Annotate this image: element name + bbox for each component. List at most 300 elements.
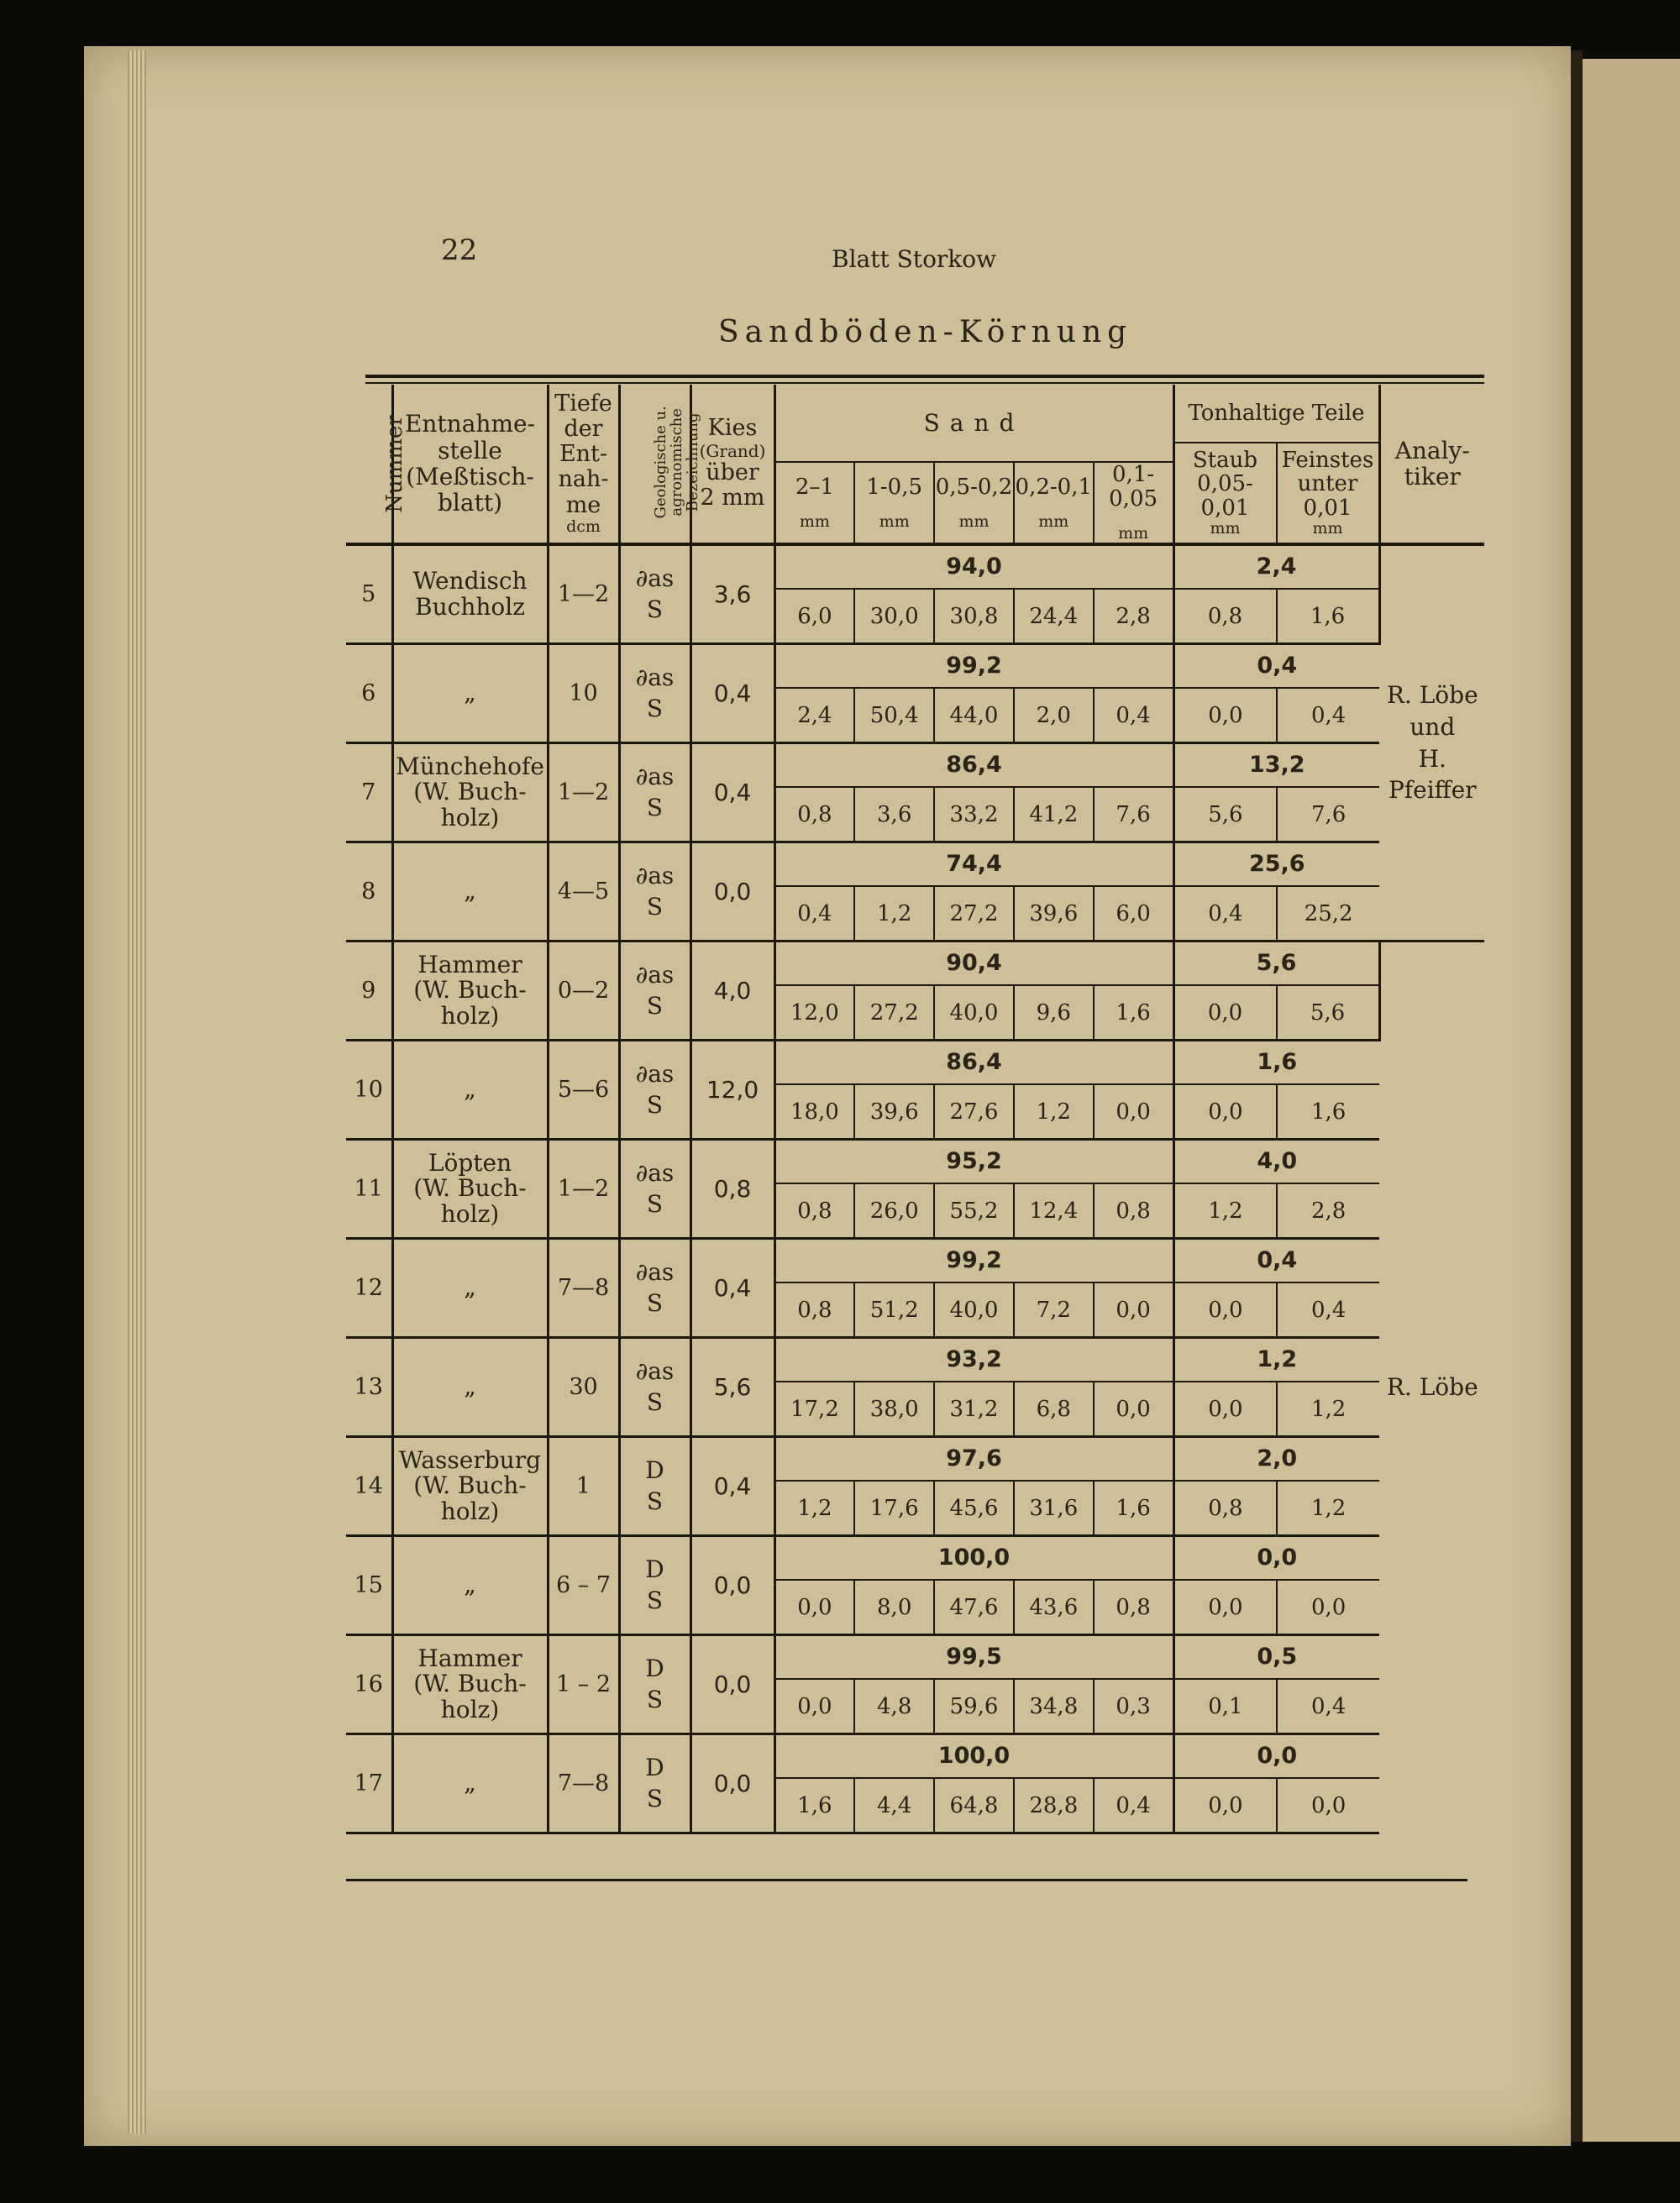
sand-total: 99,2 (776, 645, 1173, 689)
sand-total: 94,0 (776, 546, 1173, 590)
sand-fraction-value: 2,0 (1015, 689, 1095, 742)
sand-fraction-headers (776, 463, 1173, 543)
site-line: Wendisch (412, 567, 528, 595)
sand-fraction-value: 47,6 (935, 1581, 1015, 1634)
table-row (346, 1140, 1484, 1239)
site-line: Hammer (417, 951, 522, 979)
clay-fraction-value: 25,2 (1304, 900, 1353, 926)
designation-line: S (646, 1189, 664, 1218)
clay-stack (1175, 546, 1378, 643)
ton-fraction-headers (1175, 443, 1378, 543)
clay-stack (1175, 1240, 1380, 1336)
header-text-line: unter (1297, 471, 1358, 497)
clay-fraction-value: 1,6 (1310, 603, 1346, 629)
sand-fraction-value: 1,2 (855, 887, 935, 940)
sand-values (774, 1635, 1173, 1734)
site-line: Buchholz (415, 592, 525, 621)
designation-line: D (645, 1754, 664, 1782)
header-text-line: der (564, 416, 603, 443)
designation-line: S (646, 1784, 664, 1812)
designation-line: D (645, 1555, 664, 1584)
header-text-line: nah- (558, 466, 609, 493)
geological-designation (619, 1635, 690, 1734)
gravel-value: 0,0 (690, 842, 774, 942)
clay-values (1173, 743, 1379, 842)
designation-line: ∂as (635, 763, 675, 791)
designation-line: D (645, 1655, 664, 1683)
clay-stack (1175, 1339, 1380, 1435)
header-tonhaltige-teile (1173, 385, 1379, 544)
sand-values (774, 1437, 1173, 1536)
header-text-line: Bezeichnung (683, 412, 701, 512)
sand-fraction-value: 0,8 (776, 1283, 856, 1336)
table-row (346, 942, 1484, 1041)
sand-fraction-value: 2,8 (1116, 603, 1151, 629)
clay-fraction-value: 0,1 (1175, 1680, 1278, 1733)
sand-fraction-value: 38,0 (855, 1382, 935, 1435)
gravel-value: 5,6 (690, 1338, 774, 1437)
sand-total: 74,4 (776, 843, 1173, 887)
sand-stack (776, 1537, 1173, 1634)
analyst-line: H. (1418, 744, 1446, 773)
header-text-line: Ent- (559, 441, 608, 468)
sand-fraction-value: 1,6 (1116, 999, 1151, 1025)
table-row (346, 544, 1484, 644)
row-number: 14 (346, 1437, 392, 1536)
sand-fraction-value: 1,2 (1015, 1085, 1095, 1138)
designation-line: S (646, 595, 664, 623)
sand-values (774, 743, 1173, 842)
header-sand (774, 385, 1173, 544)
clay-total: 13,2 (1175, 744, 1380, 788)
sand-fraction-value: 4,8 (855, 1680, 935, 1733)
row-number: 10 (346, 1041, 392, 1140)
sand-stack (776, 1041, 1173, 1138)
site-line: (W. Buch- (413, 1670, 527, 1698)
sampling-site (392, 544, 548, 644)
sand-total: 86,4 (776, 1041, 1173, 1085)
sand-total: 95,2 (776, 1141, 1173, 1184)
site-line: „ (464, 1769, 476, 1797)
site-line: (W. Buch- (413, 1174, 527, 1203)
sand-fraction-value: 12,4 (1015, 1184, 1095, 1237)
designation-line: S (646, 694, 664, 722)
gravel-value: 12,0 (690, 1041, 774, 1140)
sand-fraction-value: 27,2 (855, 986, 935, 1039)
sand-fraction-header (1015, 463, 1095, 543)
row-number: 7 (346, 743, 392, 842)
gravel-value: 0,4 (690, 1437, 774, 1536)
sand-fraction-value: 6,8 (1015, 1382, 1095, 1435)
sand-fraction-value: 34,8 (1015, 1680, 1095, 1733)
clay-total: 0,4 (1175, 645, 1380, 689)
sand-total: 90,4 (776, 942, 1173, 986)
clay-stack (1175, 942, 1378, 1039)
clay-fraction-value: 0,4 (1310, 1297, 1347, 1323)
site-line: (W. Buch- (413, 778, 527, 806)
sand-fraction-value: 2,4 (776, 689, 856, 742)
analyst-group-1 (1379, 544, 1484, 942)
row-number: 8 (346, 842, 392, 942)
site-line: holz) (440, 1001, 500, 1030)
table-row (346, 1437, 1484, 1536)
sand-fraction-value: 39,6 (855, 1085, 935, 1138)
table-row (346, 1734, 1484, 1833)
sand-stack (776, 1636, 1173, 1733)
sand-values (774, 842, 1173, 942)
designation-line: S (646, 1387, 664, 1416)
sand-fraction-value: 0,4 (1116, 1792, 1151, 1818)
gravel-value: 0,0 (690, 1734, 774, 1833)
fraction-unit: mm (799, 511, 830, 531)
row-number: 15 (346, 1536, 392, 1635)
clay-fraction-value: 0,0 (1175, 1085, 1278, 1138)
gravel-value: 0,0 (690, 1536, 774, 1635)
sand-values (774, 1239, 1173, 1338)
sand-fraction-value: 31,2 (935, 1382, 1015, 1435)
sand-values (774, 1536, 1173, 1635)
sand-total: 100,0 (776, 1537, 1173, 1581)
clay-fraction-value: 2,8 (1310, 1198, 1347, 1224)
sand-fraction-value: 7,2 (1015, 1283, 1095, 1336)
sand-fraction-value: 3,6 (855, 788, 935, 841)
sand-fraction-value: 0,0 (1116, 1099, 1151, 1125)
sand-fraction-value: 40,0 (935, 1283, 1015, 1336)
fraction-unit: mm (1118, 524, 1149, 543)
header-feinstes (1278, 443, 1378, 543)
sand-total: 99,5 (776, 1636, 1173, 1680)
header-text-line: Geologische u. (651, 406, 669, 519)
sand-fraction-value: 0,0 (1116, 1297, 1151, 1323)
geological-designation (619, 743, 690, 842)
sand-fractions (776, 986, 1173, 1039)
clay-fractions (1175, 689, 1380, 742)
sand-fraction-value: 1,2 (776, 1482, 856, 1534)
sand-stack (776, 1735, 1173, 1832)
sand-stack (776, 843, 1173, 940)
geological-designation (619, 1338, 690, 1437)
geological-designation (619, 1437, 690, 1536)
sand-fraction-value: 0,4 (776, 887, 856, 940)
clay-stack (1175, 645, 1380, 742)
designation-line: ∂as (635, 1159, 675, 1188)
sampling-depth: 1 – 2 (548, 1635, 619, 1734)
sand-fraction-value: 4,4 (855, 1779, 935, 1832)
site-line: „ (464, 1273, 476, 1302)
header-text-line: Tiefe (554, 390, 612, 417)
header-text-line: 0,01 (1303, 495, 1352, 521)
header-text-line: me (565, 491, 601, 518)
sampling-site (392, 1140, 548, 1239)
header-analytiker (1379, 385, 1484, 544)
clay-values (1173, 644, 1379, 743)
site-line: „ (464, 1372, 476, 1401)
sand-stack (776, 744, 1173, 841)
fraction-unit: mm (1210, 519, 1241, 538)
table-row (346, 743, 1484, 842)
clay-fraction-value: 1,6 (1310, 1099, 1347, 1125)
sampling-depth: 1 (548, 1437, 619, 1536)
sand-fraction-value: 41,2 (1015, 788, 1095, 841)
designation-line: ∂as (635, 961, 675, 989)
sand-stack (776, 546, 1173, 643)
header-text-line: 0,05-0,01 (1197, 471, 1253, 521)
sand-values (774, 644, 1173, 743)
header-kies (690, 385, 774, 544)
row-number: 13 (346, 1338, 392, 1437)
row-number: 16 (346, 1635, 392, 1734)
sand-fraction-value: 28,8 (1015, 1779, 1095, 1832)
gravel-value: 0,4 (690, 743, 774, 842)
sand-fraction-header (855, 463, 935, 543)
geological-designation (619, 544, 690, 644)
sand-fraction-value: 6,0 (776, 590, 856, 643)
sand-fraction-value: 0,8 (776, 788, 856, 841)
sampling-site (392, 1239, 548, 1338)
clay-fraction-value: 0,0 (1175, 1283, 1278, 1336)
clay-total: 0,0 (1175, 1537, 1380, 1581)
clay-total: 1,6 (1175, 1041, 1380, 1085)
clay-fraction-value: 1,2 (1310, 1495, 1347, 1521)
clay-stack (1175, 1537, 1380, 1634)
table-top-rule-thin (365, 382, 1484, 384)
sand-fraction-value: 12,0 (776, 986, 856, 1039)
clay-fraction-value: 7,6 (1310, 801, 1347, 827)
clay-fractions (1175, 986, 1378, 1039)
table-row (346, 644, 1484, 743)
clay-values (1173, 1437, 1379, 1536)
header-text-line: stelle (438, 436, 502, 464)
gravel-value: 0,8 (690, 1140, 774, 1239)
sand-fraction-value: 17,6 (855, 1482, 935, 1534)
sand-stack (776, 942, 1173, 1039)
clay-fraction-value: 0,4 (1175, 887, 1278, 940)
sampling-site (392, 743, 548, 842)
site-line: (W. Buch- (413, 976, 527, 1004)
clay-total: 2,0 (1175, 1438, 1380, 1482)
sand-fraction-value: 0,0 (1116, 1396, 1151, 1422)
sand-total: 86,4 (776, 744, 1173, 788)
book-spine (1571, 50, 1583, 2142)
clay-total: 2,4 (1175, 546, 1378, 590)
sand-fraction-value: 64,8 (935, 1779, 1015, 1832)
clay-fraction-value: 0,4 (1310, 1693, 1347, 1719)
sampling-depth: 0—2 (548, 942, 619, 1041)
sand-fractions (776, 1581, 1173, 1634)
sand-fractions (776, 1283, 1173, 1336)
sand-fractions (776, 1779, 1173, 1832)
gravel-value: 0,4 (690, 1239, 774, 1338)
sampling-site (392, 1635, 548, 1734)
sand-fraction-value: 43,6 (1015, 1581, 1095, 1634)
grain-size-table (346, 385, 1484, 1834)
designation-line: S (646, 793, 664, 821)
clay-fractions (1175, 1085, 1380, 1138)
sand-stack (776, 1438, 1173, 1534)
clay-fractions (1175, 1482, 1380, 1534)
sand-fraction-value: 0,0 (776, 1581, 856, 1634)
fraction-range: 1-0,5 (866, 474, 923, 500)
header-text-line: agronomische (667, 408, 685, 517)
sampling-depth: 7—8 (548, 1734, 619, 1833)
geological-designation (619, 1536, 690, 1635)
sampling-depth: 1—2 (548, 743, 619, 842)
row-number: 6 (346, 644, 392, 743)
clay-fractions (1175, 1779, 1380, 1832)
sampling-site (392, 1338, 548, 1437)
sand-values (774, 942, 1173, 1041)
sampling-site (392, 1734, 548, 1833)
site-line: holz) (440, 803, 500, 831)
geological-designation (619, 1734, 690, 1833)
site-line: Wasserburg (399, 1446, 541, 1475)
sand-fraction-value: 0,4 (1116, 702, 1151, 728)
sampling-site (392, 644, 548, 743)
sampling-depth: 7—8 (548, 1239, 619, 1338)
sand-fraction-value: 24,4 (1015, 590, 1095, 643)
fraction-unit: mm (1038, 511, 1069, 531)
clay-fraction-value: 1,2 (1175, 1184, 1278, 1237)
sand-fraction-value: 9,6 (1015, 986, 1095, 1039)
sand-fraction-header (1095, 463, 1173, 543)
gravel-value: 0,0 (690, 1635, 774, 1734)
sand-fraction-value: 6,0 (1116, 900, 1151, 926)
sampling-site (392, 1437, 548, 1536)
sand-fraction-value: 27,2 (935, 887, 1015, 940)
clay-stack (1175, 1636, 1380, 1733)
header-nummer: Nummer (346, 385, 392, 544)
header-text-line: 2 mm (700, 485, 765, 511)
clay-stack (1175, 1041, 1380, 1138)
clay-fraction-value: 0,0 (1310, 1594, 1347, 1620)
header-tiefe: Tiefe der Ent- nah- me dcm (548, 385, 619, 544)
gravel-value: 3,6 (690, 544, 774, 644)
geological-designation (619, 1239, 690, 1338)
clay-fraction-value: 0,0 (1175, 1382, 1278, 1435)
sand-fraction-value: 1,6 (776, 1779, 856, 1832)
header-text-line: Feinstes (1281, 447, 1374, 473)
designation-line: S (646, 1586, 664, 1614)
sampling-depth: 30 (548, 1338, 619, 1437)
clay-fractions (1175, 1680, 1380, 1733)
page-number: 22 (441, 233, 478, 267)
sand-fraction-value: 40,0 (935, 986, 1015, 1039)
sand-fraction-value: 31,6 (1015, 1482, 1095, 1534)
sand-fraction-header (776, 463, 856, 543)
page-edges (128, 50, 146, 2133)
header-text-line: tiker (1404, 463, 1461, 490)
sand-fraction-value: 26,0 (855, 1184, 935, 1237)
clay-fractions (1175, 1382, 1380, 1435)
sand-fraction-value: 7,6 (1116, 801, 1151, 827)
sampling-depth: 5—6 (548, 1041, 619, 1140)
sand-title: Sand (776, 386, 1173, 463)
sand-fraction-value: 0,8 (1116, 1198, 1151, 1224)
sand-fraction-header (935, 463, 1015, 543)
header-text-line: Analy- (1394, 436, 1470, 464)
sand-values (774, 1338, 1173, 1437)
clay-fractions (1175, 590, 1378, 643)
sampling-depth: 10 (548, 644, 619, 743)
clay-fractions (1175, 1283, 1380, 1336)
clay-values (1173, 1734, 1379, 1833)
row-number: 9 (346, 942, 392, 1041)
sampling-depth: 1—2 (548, 1140, 619, 1239)
sand-fractions (776, 1382, 1173, 1435)
sand-fraction-value: 0,3 (1116, 1693, 1151, 1719)
sand-fractions (776, 590, 1173, 643)
fraction-range: 0,2-0,1 (1015, 474, 1093, 500)
header-row (346, 385, 1484, 544)
sand-fraction-value: 18,0 (776, 1085, 856, 1138)
sand-fraction-value: 44,0 (935, 689, 1015, 742)
sand-fractions (776, 887, 1173, 940)
designation-line: S (646, 991, 664, 1020)
clay-fraction-value: 0,0 (1175, 1581, 1278, 1634)
fraction-range: 0,1-0,05 (1109, 462, 1158, 512)
sand-fraction-value: 0,0 (776, 1680, 856, 1733)
clay-values (1173, 1635, 1379, 1734)
sand-fraction-value: 27,6 (935, 1085, 1015, 1138)
sand-fraction-value: 8,0 (855, 1581, 935, 1634)
sand-total: 97,6 (776, 1438, 1173, 1482)
table-top-rule (365, 375, 1484, 378)
sand-total: 99,2 (776, 1240, 1173, 1283)
geological-designation (619, 644, 690, 743)
header-staub (1175, 443, 1278, 543)
sand-total: 93,2 (776, 1339, 1173, 1382)
site-line: holz) (440, 1695, 500, 1723)
designation-line: S (646, 1487, 664, 1515)
designation-line: ∂as (635, 564, 675, 593)
sampling-depth: 1—2 (548, 544, 619, 644)
sand-fraction-value: 45,6 (935, 1482, 1015, 1534)
clay-total: 5,6 (1175, 942, 1378, 986)
header-entnahmestelle (392, 385, 548, 544)
sand-stack (776, 1240, 1173, 1336)
sand-values (774, 544, 1173, 644)
sampling-depth: 6 – 7 (548, 1536, 619, 1635)
clay-fraction-value: 5,6 (1310, 999, 1346, 1025)
site-line: „ (464, 679, 476, 707)
analyst-line: und (1410, 712, 1456, 741)
fraction-range: 2–1 (795, 474, 834, 500)
sand-fraction-value: 30,0 (855, 590, 935, 643)
clay-fractions (1175, 887, 1380, 940)
row-number: 5 (346, 544, 392, 644)
site-line: holz) (440, 1497, 500, 1525)
header-text-line: über (706, 459, 759, 486)
sand-fraction-value: 0,8 (776, 1184, 856, 1237)
designation-line: ∂as (635, 1258, 675, 1287)
clay-fraction-value: 0,0 (1175, 1779, 1278, 1832)
sampling-site (392, 942, 548, 1041)
header-text-line: Staub (1192, 447, 1258, 473)
site-line: „ (464, 877, 476, 905)
sand-fractions (776, 788, 1173, 841)
table-bottom-rule (346, 1879, 1467, 1881)
analyst-group-2 (1379, 942, 1484, 1833)
clay-fractions (1175, 788, 1380, 841)
table-row (346, 1536, 1484, 1635)
sand-fraction-value: 33,2 (935, 788, 1015, 841)
sampling-site (392, 1041, 548, 1140)
designation-line: ∂as (635, 1357, 675, 1386)
sand-fraction-value: 50,4 (855, 689, 935, 742)
gravel-value: 4,0 (690, 942, 774, 1041)
clay-total: 0,4 (1175, 1240, 1380, 1283)
header-text-line: blatt) (438, 489, 502, 517)
